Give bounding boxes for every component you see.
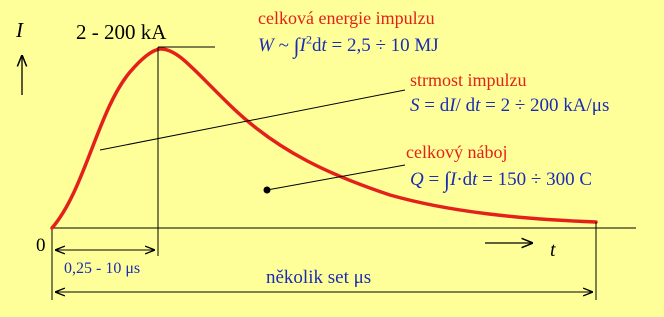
charge-symbol: Q (410, 169, 424, 190)
energy-title: celková energie impulzu (258, 8, 435, 28)
x-axis-label: t (550, 239, 556, 261)
steepness-leader-line (100, 90, 405, 150)
steepness-formula (410, 96, 609, 115)
charge-title: celkový náboj (406, 142, 508, 162)
charge-leader-line (267, 165, 405, 190)
origin-label: 0 (36, 235, 46, 256)
duration-label: několik set μs (266, 267, 372, 288)
charge-time-var: t (472, 169, 478, 190)
steepness-symbol: S (410, 95, 420, 116)
energy-time-var: t (321, 35, 327, 56)
charge-eq: = (428, 169, 440, 190)
steepness-slash-d: / d (455, 95, 476, 116)
energy-symbol: W (258, 35, 274, 56)
charge-dot-d: ·d (456, 169, 473, 190)
energy-current-var: I (299, 35, 306, 56)
steepness-value: = 2 ÷ 200 kA/μs (485, 95, 610, 116)
charge-area-dot (264, 187, 271, 194)
charge-current-var: I (449, 169, 457, 190)
steepness-title: strmost impulzu (410, 70, 527, 90)
steepness-current-var: I (449, 95, 456, 116)
energy-integral: ∫ (293, 33, 300, 58)
energy-formula (258, 32, 439, 58)
energy-exponent: 2 (305, 32, 312, 47)
rise-time-label: 0,25 - 10 μs (64, 260, 141, 277)
peak-current-label: 2 - 200 kA (76, 20, 167, 44)
energy-proportional: ~ (278, 35, 289, 56)
steepness-eq-d: = d (424, 95, 450, 116)
charge-value: = 150 ÷ 300 C (482, 169, 592, 190)
energy-d: d (311, 35, 322, 56)
charge-formula (410, 167, 592, 192)
y-axis-label: I (16, 18, 23, 42)
steepness-time-var: t (475, 95, 481, 116)
energy-value: = 2,5 ÷ 10 MJ (331, 35, 439, 56)
charge-integral: ∫ (443, 167, 450, 192)
